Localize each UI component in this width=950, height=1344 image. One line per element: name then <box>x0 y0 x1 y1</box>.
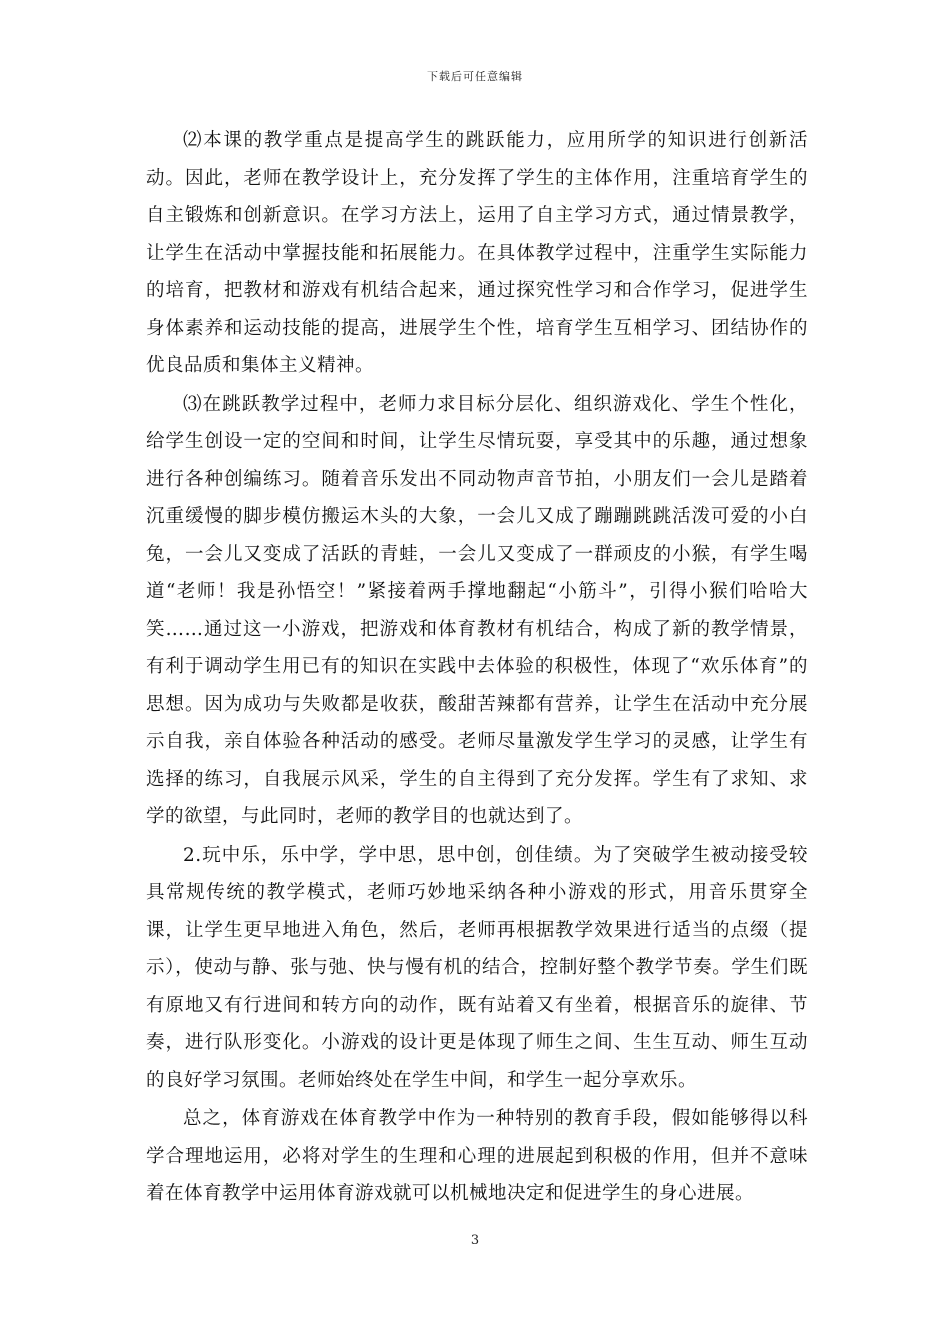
page-header: 下载后可任意编辑 <box>427 70 523 83</box>
page-number: 3 <box>470 1233 480 1248</box>
paragraph-play-and-learn: 2.玩中乐，乐中学，学中思，思中创，创佳绩。为了突破学生被动接受较具常规传统的教学模式，老师巧妙地采纳各种小游戏的形式，用音乐贯穿全课，让学生更早地进入角色，然后，老师再根据教学效果进行适当的点缀（提示），使动与静、张与弛、快与慢有机的结合，控制好整个教学节奏。学生们既有原地又有行进间和转方向的动作，既有站着又有坐着，根据音乐的旋律、节奏，进行队形变化。小游戏的设计更是体现了师生之间、生生互动、师生互动的良好学习氛围。老师始终处在学生中间，和学生一起分享欢乐。 <box>146 844 808 1091</box>
paragraph-conclusion: 总之，体育游戏在体育教学中作为一种特别的教育手段，假如能够得以科学合理地运用，必将对学生的生理和心理的进展起到积极的作用，但并不意味着在体育教学中运用体育游戏就可以机械地决定和促进学生的身心进展。 <box>146 1108 808 1204</box>
paragraph-teaching-focus: ⑵本课的教学重点是提高学生的跳跃能力，应用所学的知识进行创新活动。因此，老师在教学设计上，充分发挥了学生的主体作用，注重培育学生的自主锻炼和创新意识。在学习方法上，运用了自主学习方式，通过情景教学，让学生在活动中掌握技能和拓展能力。在具体教学过程中，注重学生实际能力的培育，把教材和游戏有机结合起来，通过探究性学习和合作学习，促进学生身体素养和运动技能的提高，进展学生个性，培育学生互相学习、团结协作的优良品质和集体主义精神。 <box>146 130 808 376</box>
document-body <box>146 122 808 1213</box>
paragraph-jumping-process: ⑶在跳跃教学过程中，老师力求目标分层化、组织游戏化、学生个性化，给学生创设一定的空间和时间，让学生尽情玩耍，享受其中的乐趣，通过想象进行各种创编练习。随着音乐发出不同动物声音节拍，小朋友们一会儿是踏着沉重缓慢的脚步模仿搬运木头的大象，一会儿又成了蹦蹦跳跳活泼可爱的小白兔，一会儿又变成了活跃的青蛙，一会儿又变成了一群顽皮的小猴，有学生喝道“老师！我是孙悟空！”紧接着两手撑地翻起“小筋斗”，引得小猴们哈哈大笑……通过这一小游戏，把游戏和体育教材有机结合，构成了新的教学情景，有利于调动学生用已有的知识在实践中去体验的积极性，体现了“欢乐体育”的思想。因为成功与失败都是收获，酸甜苦辣都有营养，让学生在活动中充分展示自我，亲自体验各种活动的感受。老师尽量激发学生学习的灵感，让学生有选择的练习，自我展示风采，学生的自主得到了充分发挥。学生有了求知、求学的欲望，与此同时，老师的教学目的也就达到了。 <box>146 393 808 827</box>
